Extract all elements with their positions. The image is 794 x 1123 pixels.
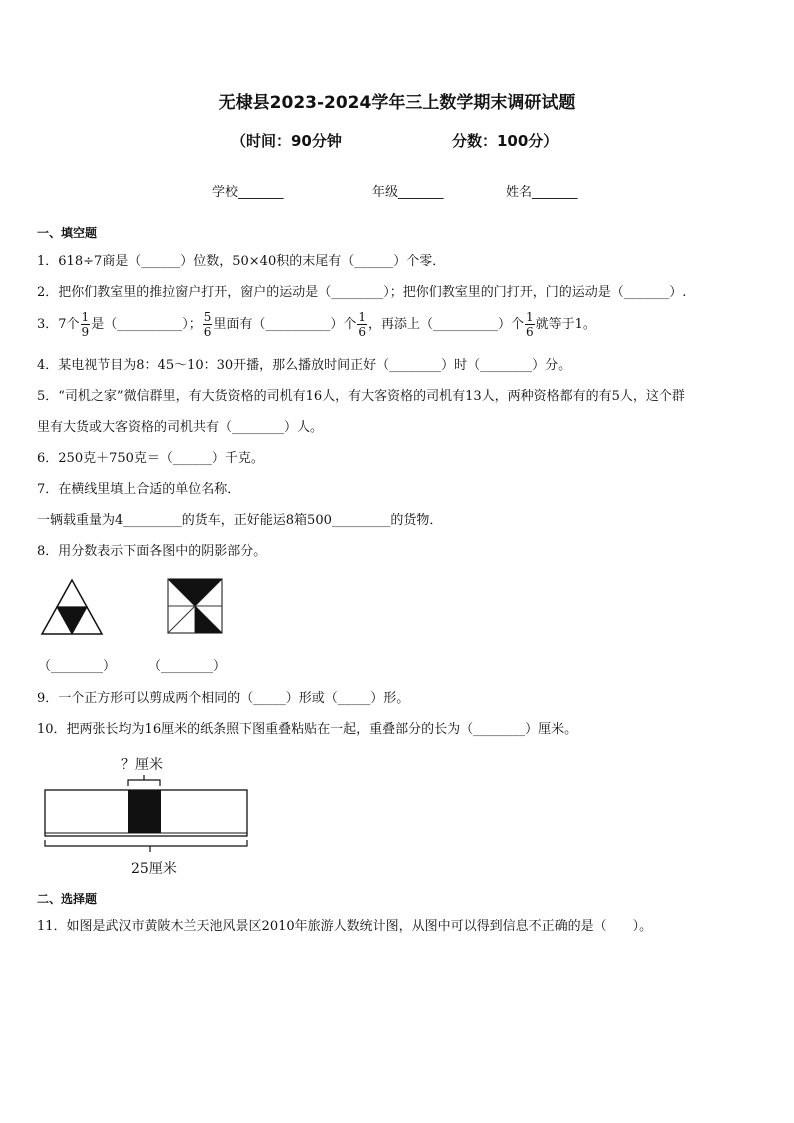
fraction-denominator: 6 — [203, 325, 212, 339]
name-field: 姓名_______ — [506, 185, 578, 200]
school-field: 学校_______ — [212, 185, 284, 200]
fraction-5-6 — [203, 310, 213, 339]
q3-text-4: ，再添上（__________）个 — [368, 317, 525, 332]
overlap-length-label: ？厘米 — [121, 757, 163, 773]
question-7-line1: 7．在横线里填上合适的单位名称． — [37, 482, 241, 497]
fraction-numerator: 1 — [526, 310, 534, 324]
question-7-line2: 一辆载重量为4_________的货车，正好能运8箱500_________的货物． — [37, 513, 443, 528]
question-6: 6．250克＋750克＝（______）千克。 — [37, 451, 264, 466]
total-length-label: 25厘米 — [131, 861, 177, 877]
q8-answer-blank-1[interactable]: （________） — [38, 659, 117, 674]
paper-strip-figure — [40, 770, 252, 856]
question-3 — [37, 308, 596, 342]
exam-score: 分数：100分） — [452, 132, 559, 150]
question-8: 8．用分数表示下面各图中的阴影部分。 — [37, 544, 267, 559]
fraction-1-6-b — [525, 310, 535, 339]
fraction-numerator: 1 — [81, 310, 90, 324]
section-fill-blank: 一、填空题 — [37, 226, 98, 240]
q8-answer-blank-2[interactable]: （________） — [148, 659, 227, 674]
fraction-denominator: 6 — [358, 325, 366, 339]
triangle-figure — [40, 578, 104, 636]
fraction-denominator: 9 — [81, 325, 90, 339]
question-2: 2．把你们教室里的推拉窗户打开，窗户的运动是（________）；把你们教室里的门打开，门的运动是（_______）. — [37, 285, 687, 300]
fraction-denominator: 6 — [526, 325, 534, 339]
exam-title: 无棣县2023-2024学年三上数学期末调研试题 — [218, 93, 576, 113]
q3-text-3: 里面有（__________）个 — [213, 317, 357, 332]
question-11: 11．如图是武汉市黄陂木兰天池风景区2010年旅游人数统计图，从图中可以得到信息不正确的是（ ）。 — [37, 919, 653, 934]
q3-text-2: 是（__________）； — [91, 317, 202, 332]
q3-text-1: 3．7个 — [37, 317, 80, 332]
question-5-line2: 里有大货或大客资格的司机共有（________）人。 — [37, 420, 324, 435]
fraction-1-6-a — [357, 310, 367, 339]
exam-time: （时间：90分钟 — [231, 132, 342, 150]
question-1: 1．618÷7商是（______）位数，50×40积的末尾有（______）个零． — [37, 254, 446, 269]
question-10: 10．把两张长均为16厘米的纸条照下图重叠粘贴在一起，重叠部分的长为（________）厘米。 — [37, 722, 578, 737]
square-figure — [167, 578, 223, 634]
question-9: 9．一个正方形可以剪成两个相同的（_____）形或（_____）形。 — [37, 691, 410, 706]
q3-text-5: 就等于1。 — [535, 317, 596, 332]
fraction-numerator: 5 — [203, 310, 212, 324]
question-4: 4．某电视节目为8：45～10：30开播，那么播放时间正好（________）时（________）分。 — [37, 358, 572, 373]
question-5-line1: 5．“司机之家”微信群里，有大货资格的司机有16人，有大客资格的司机有13人，两种资格都有的有5人，这个群 — [37, 389, 685, 404]
grade-field: 年级_______ — [372, 185, 444, 200]
fraction-numerator: 1 — [358, 310, 366, 324]
fraction-1-9 — [81, 310, 91, 339]
section-choice: 二、选择题 — [37, 892, 98, 906]
